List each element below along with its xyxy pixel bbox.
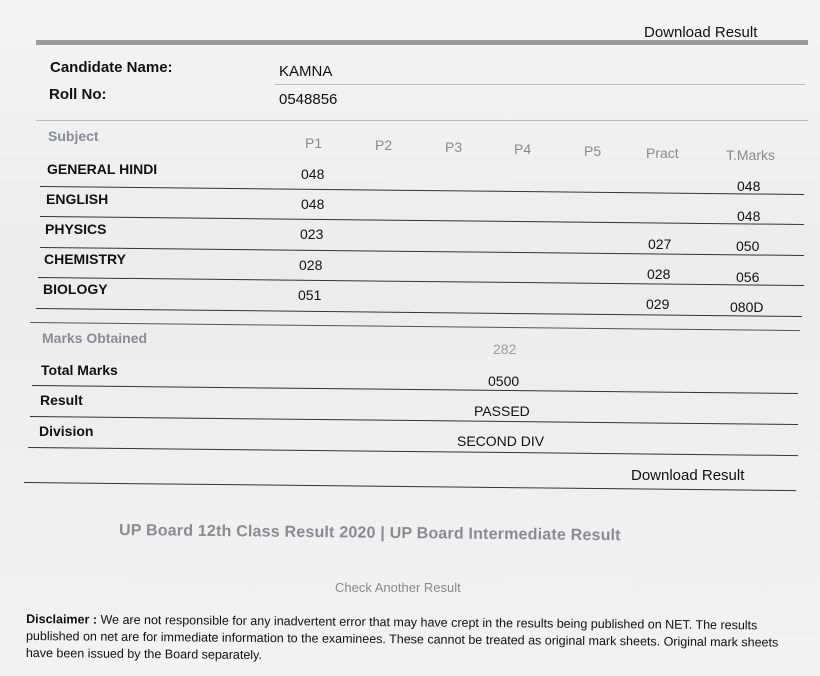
disclaimer [26,611,786,669]
pract-column-header: Pract [646,145,679,161]
row-divider [40,216,804,225]
row-divider [38,277,804,286]
roll-no-value: 0548856 [279,91,338,108]
table-row-p1: 023 [300,226,324,242]
roll-no-label: Roll No: [49,86,107,103]
p1-column-header: P1 [305,135,323,151]
table-row-total: 048 [737,208,761,224]
summary-divider [32,385,798,394]
total-marks-value: 0500 [488,373,520,389]
table-row-subject: CHEMISTRY [44,251,126,267]
summary-divider [28,447,798,456]
disclaimer-text: We are not responsible for any inadvertent error that may have crept in the results being published on NET. The results published on net are for immediate information to the examinees. These cannot be treated as original mark sheets. Original mark sheets have been issued by the Board separately. [25,612,779,663]
result-value: PASSED [474,403,530,419]
table-row-total: 080D [730,299,764,315]
check-another-result-link[interactable]: Check Another Result [335,580,461,595]
candidate-info-box [36,40,808,125]
table-row-subject: BIOLOGY [43,281,108,297]
download-result-link-top[interactable]: Download Result [644,24,758,41]
p4-column-header: P4 [514,141,532,157]
table-row-subject: GENERAL HINDI [47,161,158,177]
summary-divider [30,416,798,425]
table-row-subject: ENGLISH [46,191,109,207]
info-divider [275,84,805,85]
table-row-p1: 048 [301,196,325,212]
table-row-total: 050 [736,238,760,254]
p2-column-header: P2 [375,137,393,153]
row-divider [36,308,802,317]
total-marks-label: Total Marks [41,362,118,378]
p5-column-header: P5 [584,143,602,159]
table-row-subject: PHYSICS [45,221,107,237]
row-divider [40,186,804,195]
table-row-pract: 027 [648,236,672,252]
table-row-total: 056 [736,269,760,285]
info-box-bottom [36,120,808,121]
table-row-p1: 048 [301,166,325,182]
disclaimer-label: Disclaimer : [26,612,98,627]
candidate-name-value: KAMNA [279,63,333,80]
table-row-p1: 028 [299,257,323,273]
marks-obtained-label: Marks Obtained [42,330,148,346]
table-row-p1: 051 [298,287,322,303]
table-row-pract: 028 [647,266,671,282]
division-label: Division [39,423,94,439]
row-divider [40,247,804,256]
division-value: SECOND DIV [457,433,545,449]
table-row-pract: 029 [646,296,670,312]
table-row-total: 048 [737,178,761,194]
marks-obtained-value: 282 [493,341,517,357]
result-label: Result [40,392,83,408]
download-result-link-bottom[interactable]: Download Result [631,467,745,484]
total-marks-column-header: T.Marks [726,147,775,163]
candidate-name-label: Candidate Name: [50,59,173,76]
p3-column-header: P3 [445,139,463,155]
result-banner[interactable]: UP Board 12th Class Result 2020 | UP Board Intermediate Result [118,522,621,545]
subject-column-header: Subject [48,128,99,144]
